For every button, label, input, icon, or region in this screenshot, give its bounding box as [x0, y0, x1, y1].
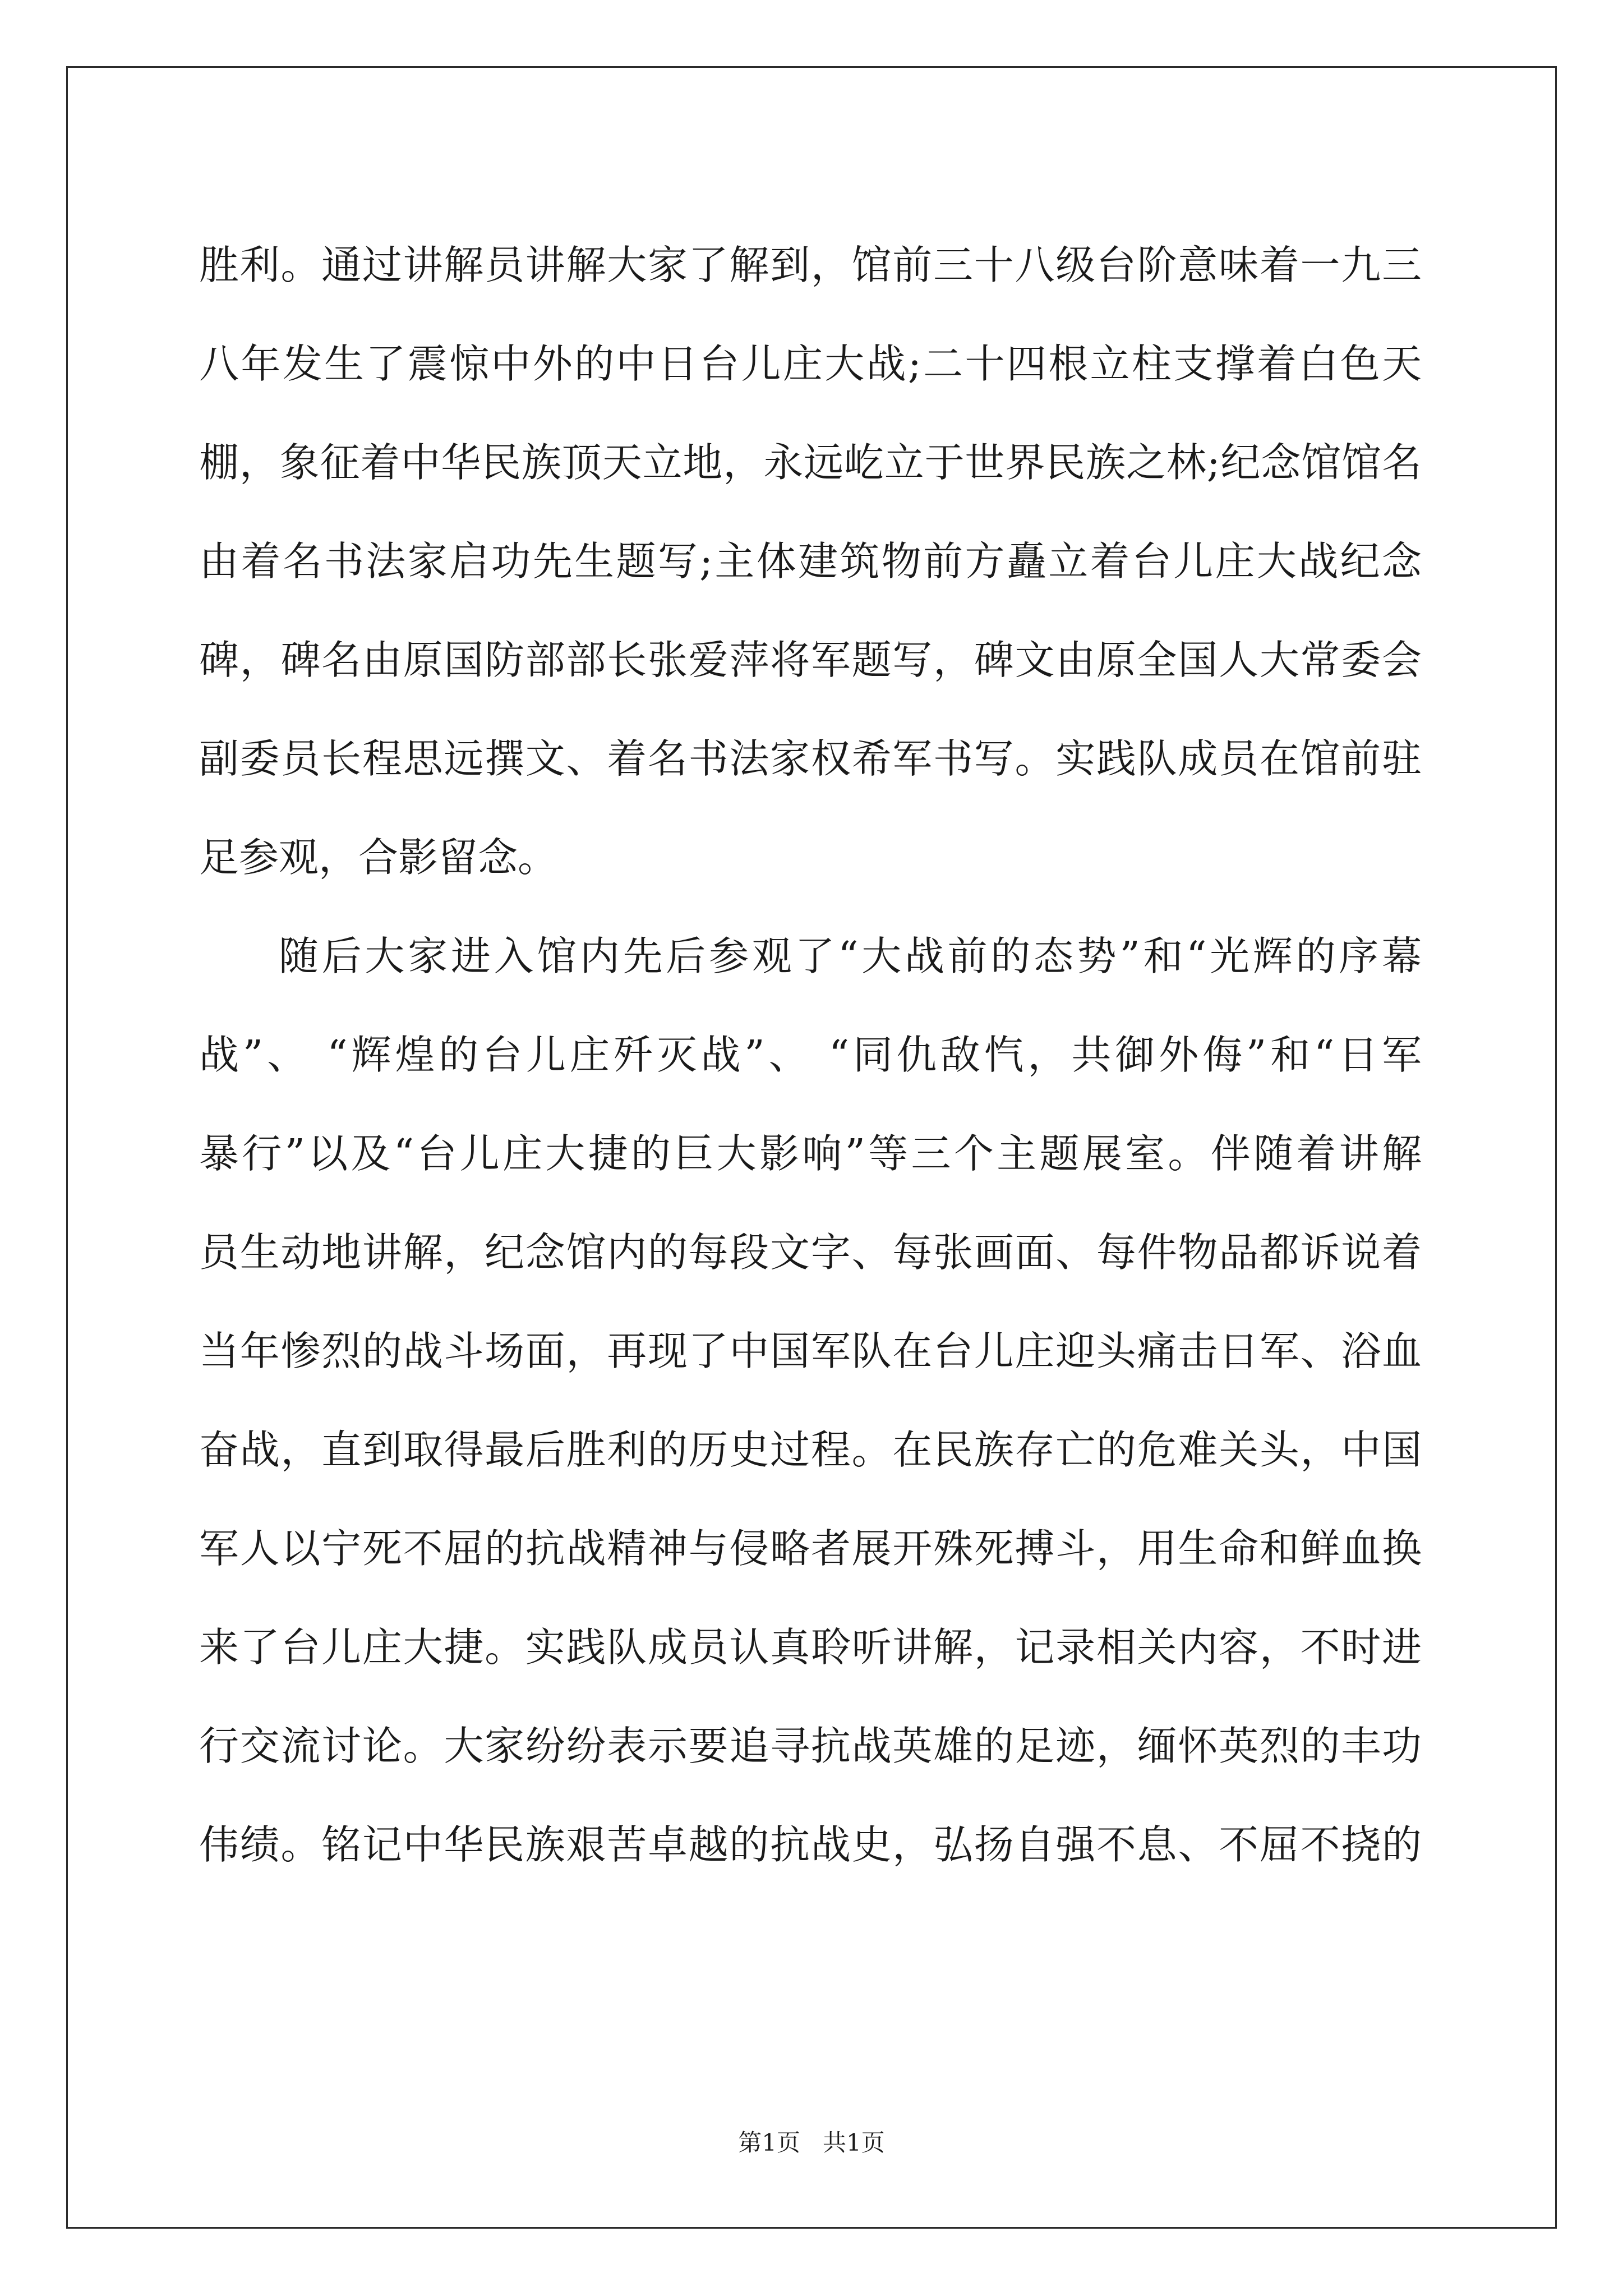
text-line: 八年发生了震惊中外的中日台儿庄大战;二十四根立柱支撑着白色天	[199, 341, 1422, 387]
page-number: 第1页	[738, 2129, 800, 2156]
text-line: 胜利。通过讲解员讲解大家了解到，馆前三十八级台阶意味着一九三	[199, 242, 1422, 288]
page-total: 共1页	[823, 2129, 885, 2156]
text-line: 棚，象征着中华民族顶天立地，永远屹立于世界民族之林;纪念馆馆名	[199, 439, 1422, 486]
text-line: 当年惨烈的战斗场面，再现了中国军队在台儿庄迎头痛击日军、浴血	[199, 1328, 1422, 1374]
text-line: 伟绩。铭记中华民族艰苦卓越的抗战史，弘扬自强不息、不屈不挠的	[199, 1821, 1422, 1868]
text-line: 奋战，直到取得最后胜利的历史过程。在民族存亡的危难关头，中国	[199, 1427, 1422, 1473]
text-line: 行交流讨论。大家纷纷表示要追寻抗战英雄的足迹，缅怀英烈的丰功	[199, 1723, 1422, 1769]
text-line: 随后大家进入馆内先后参观了“大战前的态势”和“光辉的序幕	[279, 933, 1422, 979]
text-line: 军人以宁死不屈的抗战精神与侵略者展开殊死搏斗，用生命和鲜血换	[199, 1525, 1422, 1572]
text-line: 副委员长程思远撰文、着名书法家权希军书写。实践队成员在馆前驻	[199, 735, 1422, 782]
document-body	[199, 216, 1422, 1894]
text-line: 暴行”以及“台儿庄大捷的巨大影响”等三个主题展室。伴随着讲解	[199, 1130, 1422, 1177]
text-line: 员生动地讲解，纪念馆内的每段文字、每张画面、每件物品都诉说着	[199, 1229, 1422, 1276]
text-line: 由着名书法家启功先生题写;主体建筑物前方矗立着台儿庄大战纪念	[199, 538, 1422, 585]
text-line: 来了台儿庄大捷。实践队成员认真聆听讲解，记录相关内容，不时进	[199, 1624, 1422, 1671]
text-line: 足参观，合影留念。	[199, 834, 558, 881]
text-line: 碑，碑名由原国防部部长张爱萍将军题写，碑文由原全国人大常委会	[199, 637, 1422, 683]
page-footer	[0, 2126, 1623, 2160]
text-line: 战”、 “辉煌的台儿庄歼灭战”、 “同仇敌忾，共御外侮”和“日军	[199, 1032, 1422, 1078]
